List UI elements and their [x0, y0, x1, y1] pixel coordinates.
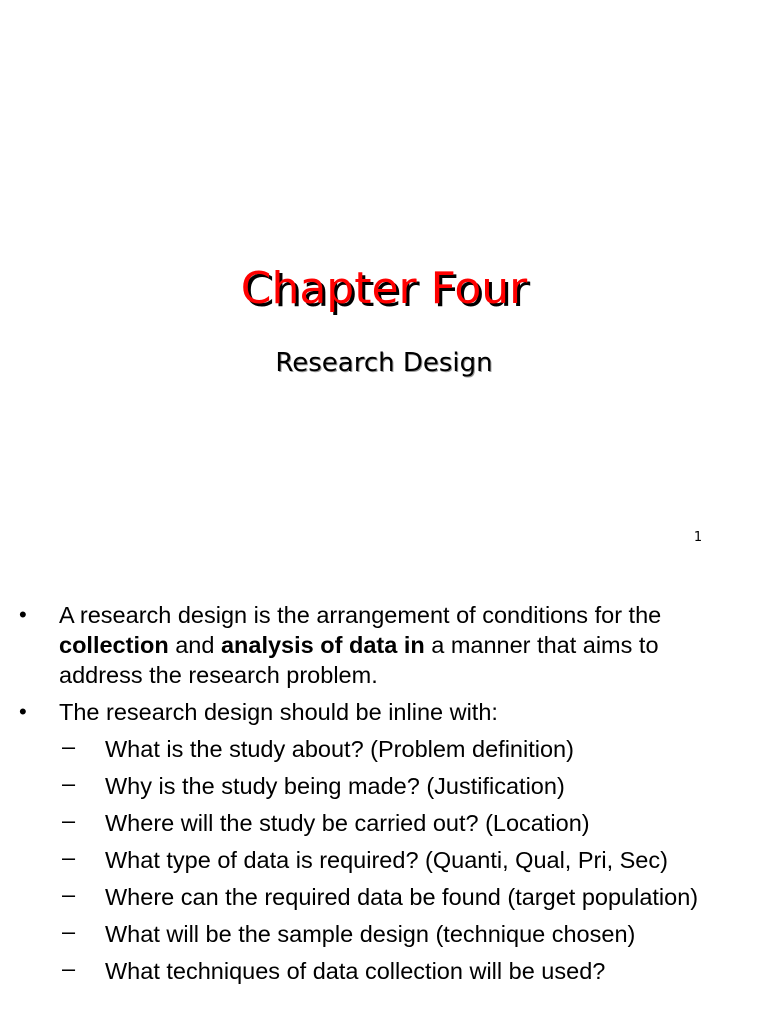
sub-item-location [0, 808, 768, 838]
bullet-marker: • [19, 602, 27, 627]
dash-marker: – [62, 770, 76, 796]
sub-item-text: Where will the study be carried out? (Location) [105, 810, 590, 836]
bullet-text-part: A research design is the arrangement of conditions for the [59, 602, 662, 628]
dash-marker: – [62, 881, 76, 907]
dash-marker: – [62, 844, 76, 870]
chapter-title: Chapter Four [240, 263, 528, 314]
sub-item-justification [0, 771, 768, 801]
page-number: 1 [693, 530, 703, 545]
bullet-text: The research design should be inline with: [59, 699, 498, 725]
bullet-text-part: a manner that aims to address the research problem. [59, 632, 659, 688]
dash-marker: – [62, 955, 76, 981]
sub-item-text: Where can the required data be found (target population) [105, 884, 699, 910]
bullet-definition [0, 600, 768, 690]
sub-item-text: What techniques of data collection will be used? [105, 958, 606, 984]
sub-list [0, 734, 768, 986]
sub-item-data-type [0, 845, 768, 875]
sub-item-data-collection [0, 956, 768, 986]
dash-marker: – [62, 918, 76, 944]
sub-item-text: What is the study about? (Problem definition) [105, 736, 574, 762]
sub-item-target-population [0, 882, 768, 912]
bullet-inline-with [0, 697, 768, 727]
chapter-subtitle: Research Design [275, 348, 493, 378]
content-slide [0, 600, 768, 993]
dash-marker: – [62, 807, 76, 833]
bullet-text-bold-collection: collection [59, 632, 169, 658]
sub-item-sample-design [0, 919, 768, 949]
sub-item-study-about [0, 734, 768, 764]
dash-marker: – [62, 733, 76, 759]
bullet-marker: • [19, 699, 27, 724]
bullet-text-part: and [168, 632, 221, 658]
sub-item-text: Why is the study being made? (Justification) [105, 773, 565, 799]
bullet-text-bold-analysis: analysis of data in [220, 632, 425, 658]
sub-item-text: What type of data is required? (Quanti, Qual, Pri, Sec) [105, 847, 668, 873]
sub-item-text: What will be the sample design (technique chosen) [105, 921, 636, 947]
